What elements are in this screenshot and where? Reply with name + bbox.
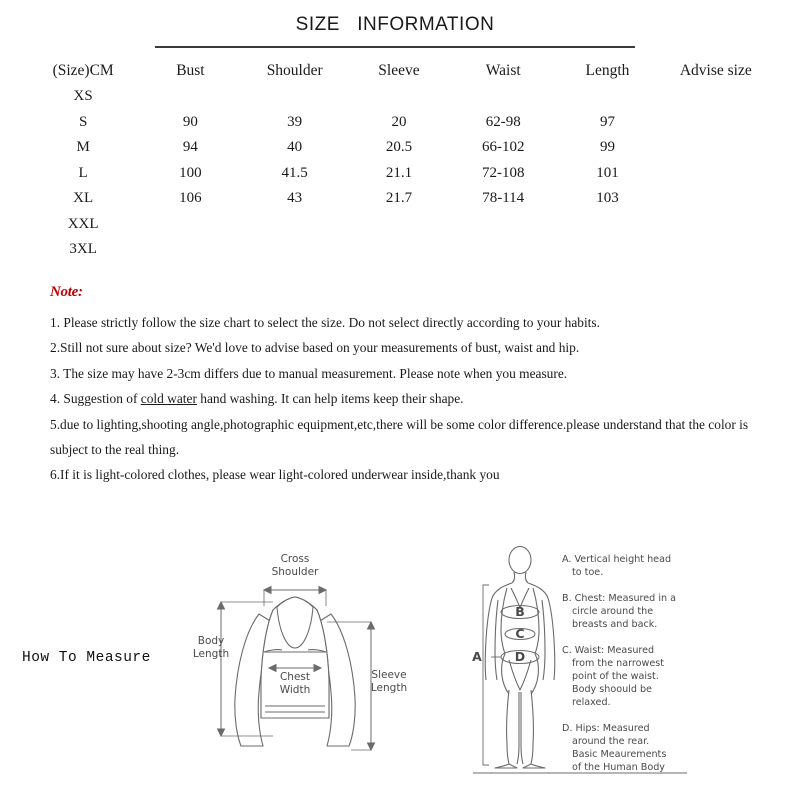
legend-a-line-1: A. Vertical height head xyxy=(562,554,672,565)
column-header-advise: Advise size xyxy=(679,62,752,79)
cell-sleeve xyxy=(347,212,451,238)
cell-length: 99 xyxy=(599,139,615,156)
legend-b-line-1: B. Chest: Measured in a xyxy=(562,593,676,604)
table-row xyxy=(28,161,772,187)
cell-shoulder xyxy=(243,84,347,110)
legend-d-line-2: around the rear. xyxy=(572,736,650,747)
label-body-length-line2: Length xyxy=(192,648,230,660)
label-body-length-line1: Body xyxy=(197,635,225,647)
cell-advise xyxy=(660,84,772,110)
body-marker-c: C xyxy=(515,626,525,641)
table-row xyxy=(28,110,772,136)
cell-shoulder: 39 xyxy=(287,113,303,130)
label-cross-shoulder-line1: Cross xyxy=(280,553,310,565)
note-4-cold-water-link[interactable]: cold water xyxy=(140,391,197,407)
table-header-row xyxy=(28,58,772,84)
title-divider xyxy=(155,46,635,48)
column-header-sleeve: Sleeve xyxy=(378,62,420,79)
cell-advise xyxy=(660,237,772,263)
cell-length: 101 xyxy=(596,164,619,181)
table-row xyxy=(28,186,772,212)
legend-c-line-1: C. Waist: Measured xyxy=(562,645,655,656)
legend-d-line-1: D. Hips: Measured xyxy=(562,723,650,734)
note-item-3: 3. The size may have 2-3cm differs due to manual measurement. Please note when you measure. xyxy=(50,365,568,381)
table-row xyxy=(28,237,772,263)
cell-advise xyxy=(660,161,772,187)
cell-bust: 90 xyxy=(182,113,198,130)
label-chest-width-line2: Width xyxy=(279,684,311,696)
column-header-shoulder: Shoulder xyxy=(266,62,323,79)
cell-shoulder: 43 xyxy=(287,190,303,207)
garment-measurement-diagram xyxy=(185,540,415,785)
legend-c-line-2: from the narrowest xyxy=(572,658,665,669)
label-sleeve-length-line1: Sleeve xyxy=(371,669,407,681)
body-measurement-diagram xyxy=(465,540,700,780)
table-row xyxy=(28,212,772,238)
note-item-5: 5.due to lighting,shooting angle,photographic equipment,etc,there will be some color difference.please understand that the color is subject to the real thing. xyxy=(50,416,749,458)
legend-b-line-2: circle around the xyxy=(572,606,654,617)
label-chest-width-line1: Chest xyxy=(279,671,311,683)
cell-length: 97 xyxy=(599,113,615,130)
legend-b-line-3: breasts and back. xyxy=(572,619,658,630)
label-sleeve-length-line2: Length xyxy=(370,682,408,694)
column-header-waist: Waist xyxy=(485,62,521,79)
column-header-size: (Size)CM xyxy=(52,62,114,79)
body-marker-d: D xyxy=(514,649,526,664)
legend-a-line-2: to toe. xyxy=(572,567,604,578)
cell-size: 3XL xyxy=(69,241,97,258)
cell-length xyxy=(555,237,659,263)
note-4-prefix: 4. Suggestion of xyxy=(50,391,141,407)
cell-bust: 94 xyxy=(182,139,198,156)
cell-advise xyxy=(660,186,772,212)
size-chart-table xyxy=(28,58,772,263)
column-header-bust: Bust xyxy=(176,62,205,79)
cell-shoulder: 41.5 xyxy=(281,164,308,181)
legend-d-line-3: Basic Meaurements xyxy=(572,749,667,760)
legend-c-line-4: Body shoould be xyxy=(572,684,652,695)
legend-c-line-5: relaxed. xyxy=(572,697,611,708)
note-item-6: 6.If it is light-colored clothes, please wear light-colored underwear inside,thank you xyxy=(50,467,500,483)
cell-advise xyxy=(660,110,772,136)
legend-d-line-4: of the Human Body xyxy=(572,762,665,773)
table-row xyxy=(28,135,772,161)
cell-advise xyxy=(660,212,772,238)
cell-size: XL xyxy=(73,190,94,207)
cell-sleeve: 20.5 xyxy=(385,139,413,156)
cell-sleeve: 21.1 xyxy=(385,164,413,181)
cell-bust xyxy=(138,84,242,110)
cell-length: 103 xyxy=(596,190,619,207)
cell-shoulder xyxy=(243,212,347,238)
cell-advise xyxy=(660,135,772,161)
note-item-4 xyxy=(50,386,750,411)
cell-bust xyxy=(138,212,242,238)
cell-sleeve: 20 xyxy=(391,113,407,130)
cell-size: S xyxy=(78,113,88,130)
body-legend xyxy=(562,554,676,773)
note-item-2: 2.Still not sure about size? We'd love to advise based on your measurements of bust, waist and hip. xyxy=(50,340,580,356)
label-cross-shoulder-line2: Shoulder xyxy=(271,566,319,578)
cell-waist: 78-114 xyxy=(482,190,525,207)
cell-length xyxy=(555,212,659,238)
how-to-measure-label: How To Measure xyxy=(22,650,151,666)
cell-waist: 62-98 xyxy=(485,113,521,130)
note-item-1: 1. Please strictly follow the size chart to select the size. Do not select directly according to your habits. xyxy=(50,315,600,330)
cell-waist xyxy=(451,84,555,110)
note-heading: Note: xyxy=(50,284,83,300)
body-marker-a: A xyxy=(472,649,482,664)
cell-bust: 106 xyxy=(179,190,202,207)
cell-waist xyxy=(451,212,555,238)
column-header-length: Length xyxy=(585,62,630,79)
cell-shoulder: 40 xyxy=(287,139,303,156)
legend-c-line-3: point of the waist. xyxy=(572,671,659,682)
body-marker-b: B xyxy=(515,604,525,619)
cell-bust xyxy=(138,237,242,263)
cell-size: XS xyxy=(73,88,93,105)
cell-sleeve xyxy=(347,84,451,110)
cell-size: M xyxy=(76,139,90,156)
cell-sleeve: 21.7 xyxy=(385,190,413,207)
cell-length xyxy=(555,84,659,110)
cell-sleeve xyxy=(347,237,451,263)
cell-bust: 100 xyxy=(179,164,202,181)
cell-waist: 66-102 xyxy=(481,139,525,156)
cell-waist xyxy=(451,237,555,263)
notes-list xyxy=(50,310,750,488)
cell-shoulder xyxy=(243,237,347,263)
cell-waist: 72-108 xyxy=(481,164,525,181)
cell-size: XXL xyxy=(67,215,99,232)
page-title: SIZE INFORMATION xyxy=(295,14,495,35)
table-row xyxy=(28,84,772,110)
cell-size: L xyxy=(78,164,88,181)
note-4-suffix: hand washing. It can help items keep their shape. xyxy=(196,391,464,407)
